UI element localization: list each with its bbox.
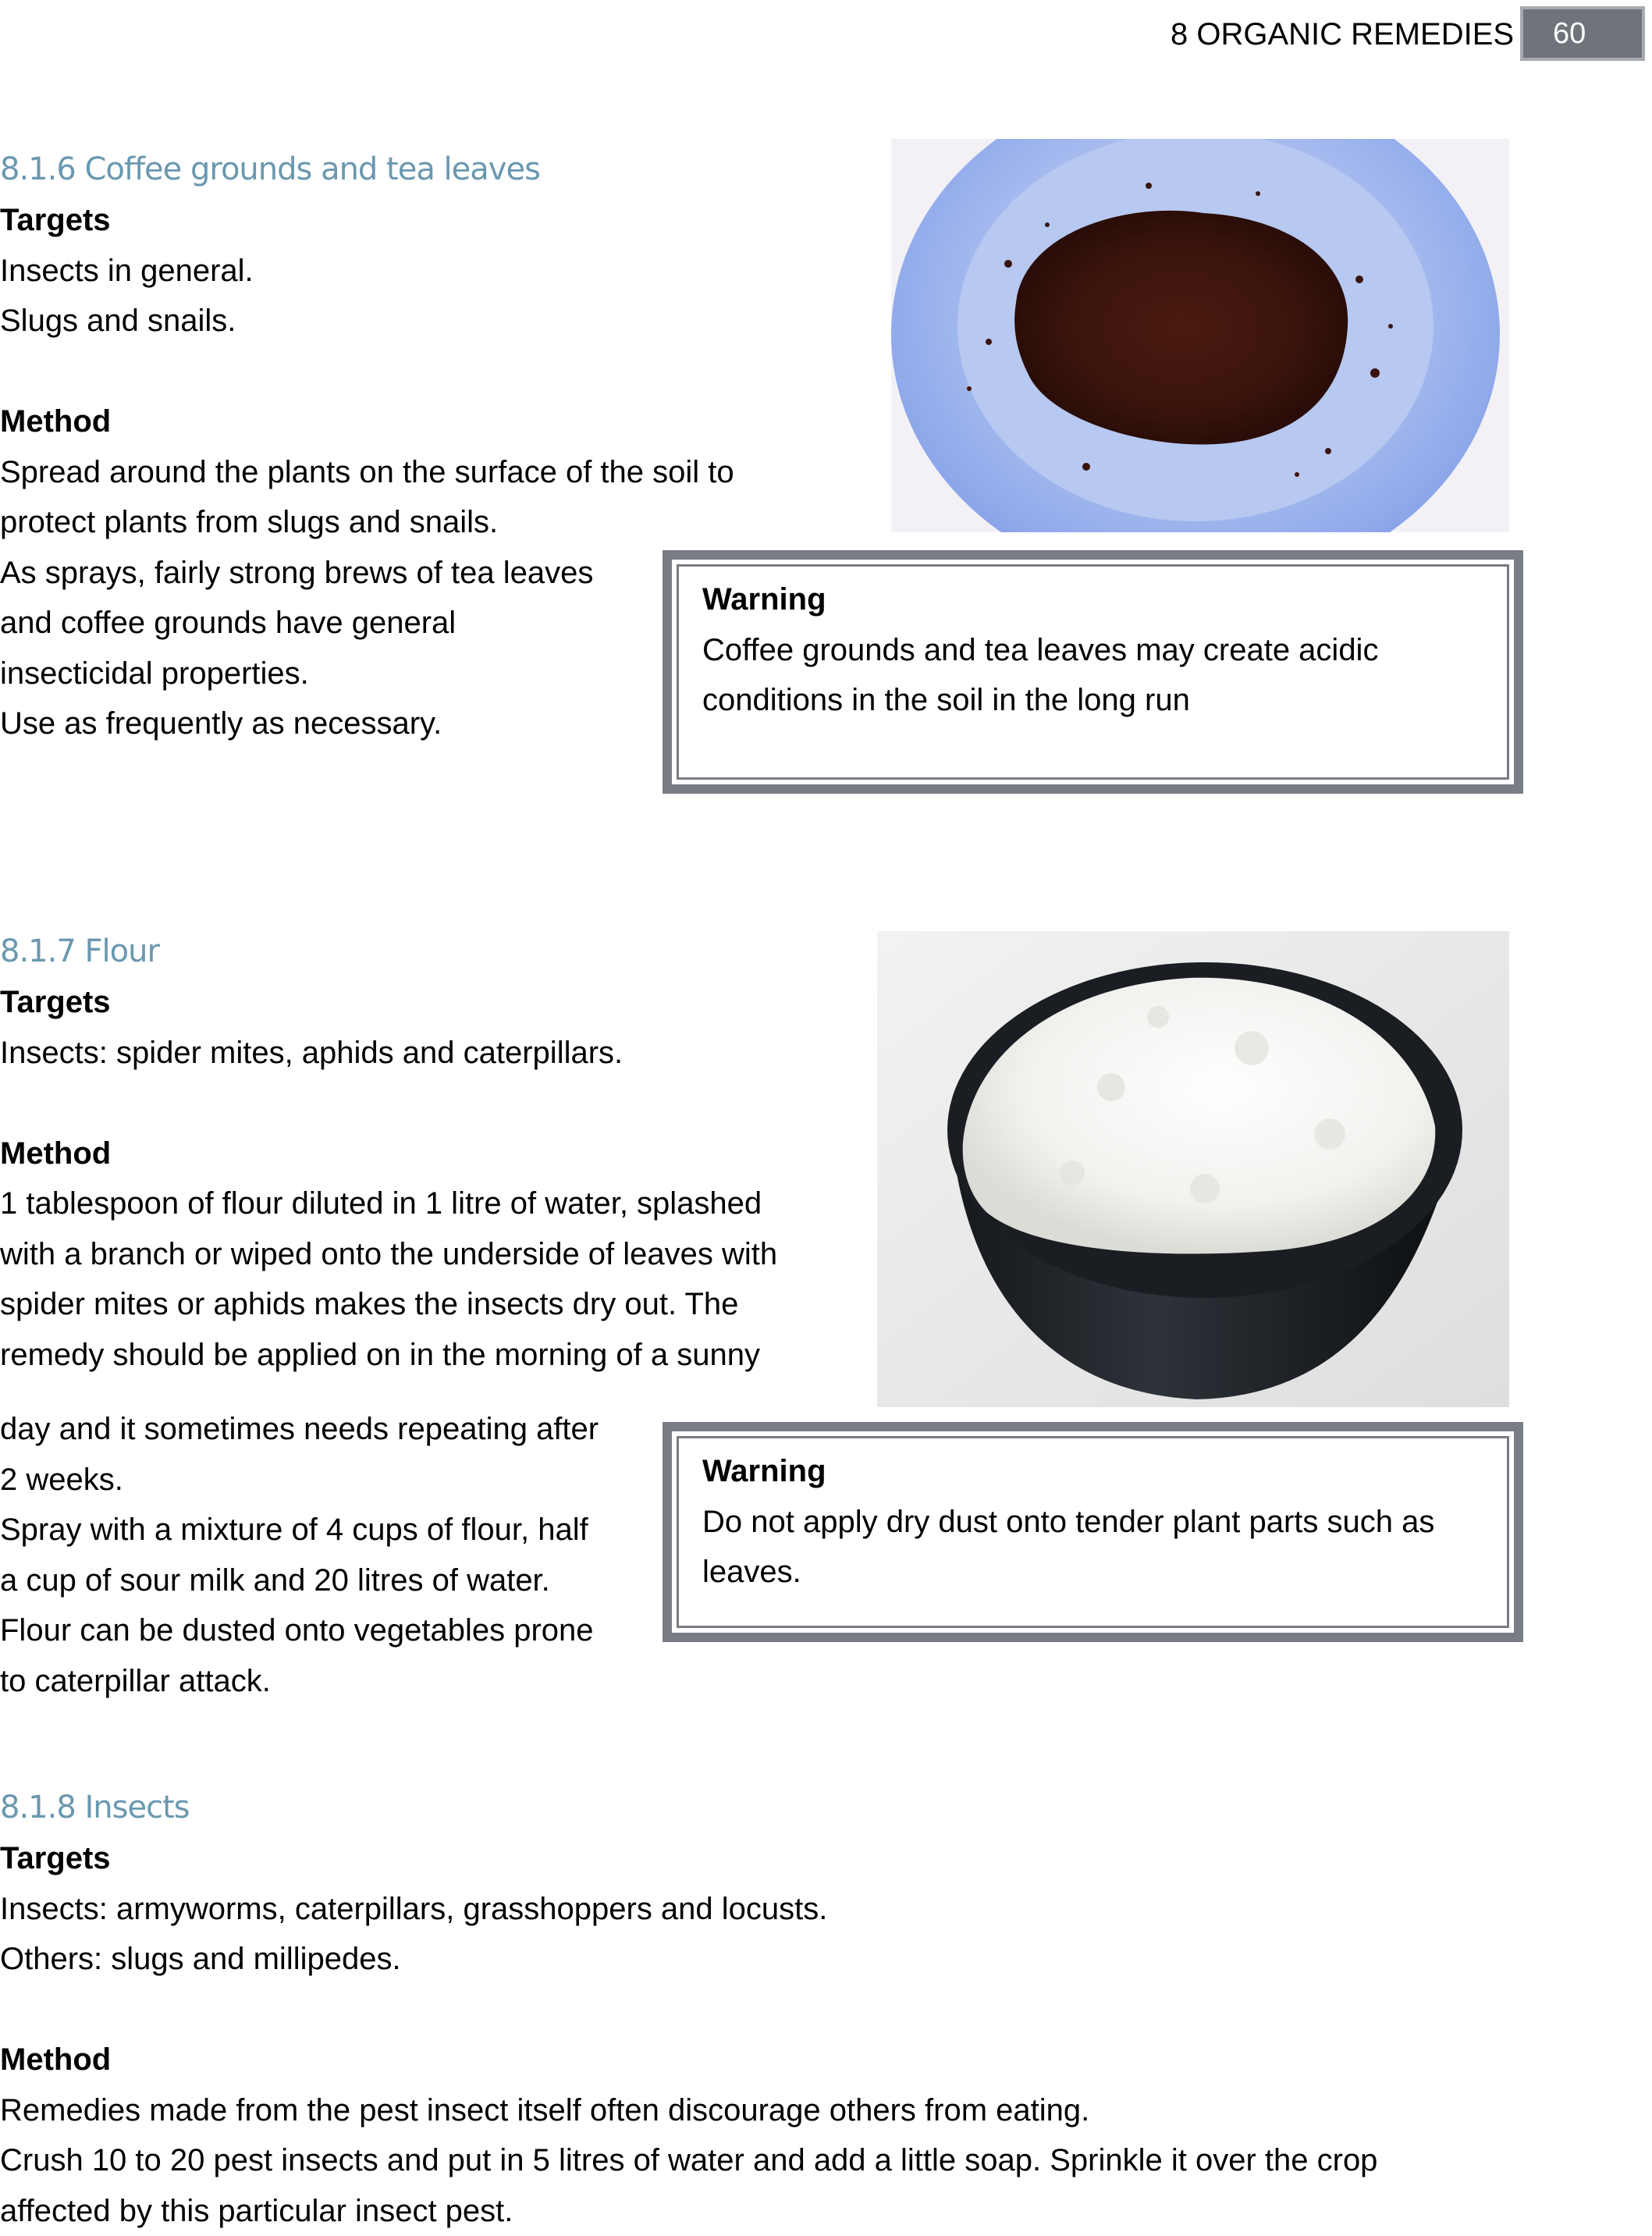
target-item: Insects: spider mites, aphids and caterpillars. [0,1028,777,1079]
warning-line: leaves. [702,1547,1507,1598]
method-line: Spray with a mixture of 4 cups of flour, half [0,1505,599,1555]
method-line: protect plants from slugs and snails. [0,497,734,548]
method-line: insecticidal properties. [0,649,734,699]
warning-box [663,550,1523,794]
method-line: Flour can be dusted onto vegetables prone [0,1605,599,1656]
method-line: affected by this particular insect pest. [0,2186,1377,2236]
section-heading-insects: 8.1.8 Insects [0,1788,190,1827]
targets-label: Targets [0,977,777,1028]
method-label: Method [0,2035,1377,2085]
page-number: 60 [1520,6,1645,61]
warning-title: Warning [702,1446,1507,1497]
target-item: Insects: armyworms, caterpillars, grasshoppers and locusts. [0,1884,1377,1935]
section-heading-flour: 8.1.7 Flour [0,932,159,971]
method-line: spider mites or aphids makes the insects dry out. The [0,1279,777,1330]
method-label: Method [0,1129,777,1179]
method-line: with a branch or wiped onto the underside of leaves with [0,1229,777,1280]
flour-bowl-photo [877,931,1509,1407]
method-line: 1 tablespoon of flour diluted in 1 litre of water, splashed [0,1178,777,1229]
section-body-flour-cont [0,1404,599,1706]
warning-box [663,1422,1523,1642]
method-line: Remedies made from the pest insect itself often discourage others from eating. [0,2085,1377,2136]
targets-label: Targets [0,1833,1377,1884]
method-line: As sprays, fairly strong brews of tea leaves [0,548,734,599]
method-line: Use as frequently as necessary. [0,699,734,749]
coffee-grounds-photo [891,139,1509,532]
method-line: and coffee grounds have general [0,598,734,649]
targets-label: Targets [0,195,734,246]
warning-title: Warning [702,574,1507,625]
method-line: Spread around the plants on the surface of the soil to [0,447,734,498]
target-item: Insects in general. [0,246,734,297]
running-header: 8 ORGANIC REMEDIES [1171,9,1514,59]
target-item: Slugs and snails. [0,296,734,347]
warning-line: Do not apply dry dust onto tender plant parts such as [702,1497,1507,1548]
method-line: remedy should be applied on in the morning of a sunny [0,1330,777,1381]
section-body-insects [0,1833,1377,2236]
section-body-coffee [0,195,734,749]
section-heading-coffee: 8.1.6 Coffee grounds and tea leaves [0,150,540,189]
method-line: 2 weeks. [0,1455,599,1505]
method-label: Method [0,396,734,447]
method-line: day and it sometimes needs repeating after [0,1404,599,1455]
method-line: a cup of sour milk and 20 litres of water. [0,1555,599,1606]
warning-line: conditions in the soil in the long run [702,675,1507,726]
section-body-flour [0,977,777,1380]
target-item: Others: slugs and millipedes. [0,1934,1377,1985]
warning-line: Coffee grounds and tea leaves may create acidic [702,625,1507,676]
method-line: Crush 10 to 20 pest insects and put in 5 litres of water and add a little soap. Sprinkle it over the crop [0,2135,1377,2186]
method-line: to caterpillar attack. [0,1656,599,1707]
